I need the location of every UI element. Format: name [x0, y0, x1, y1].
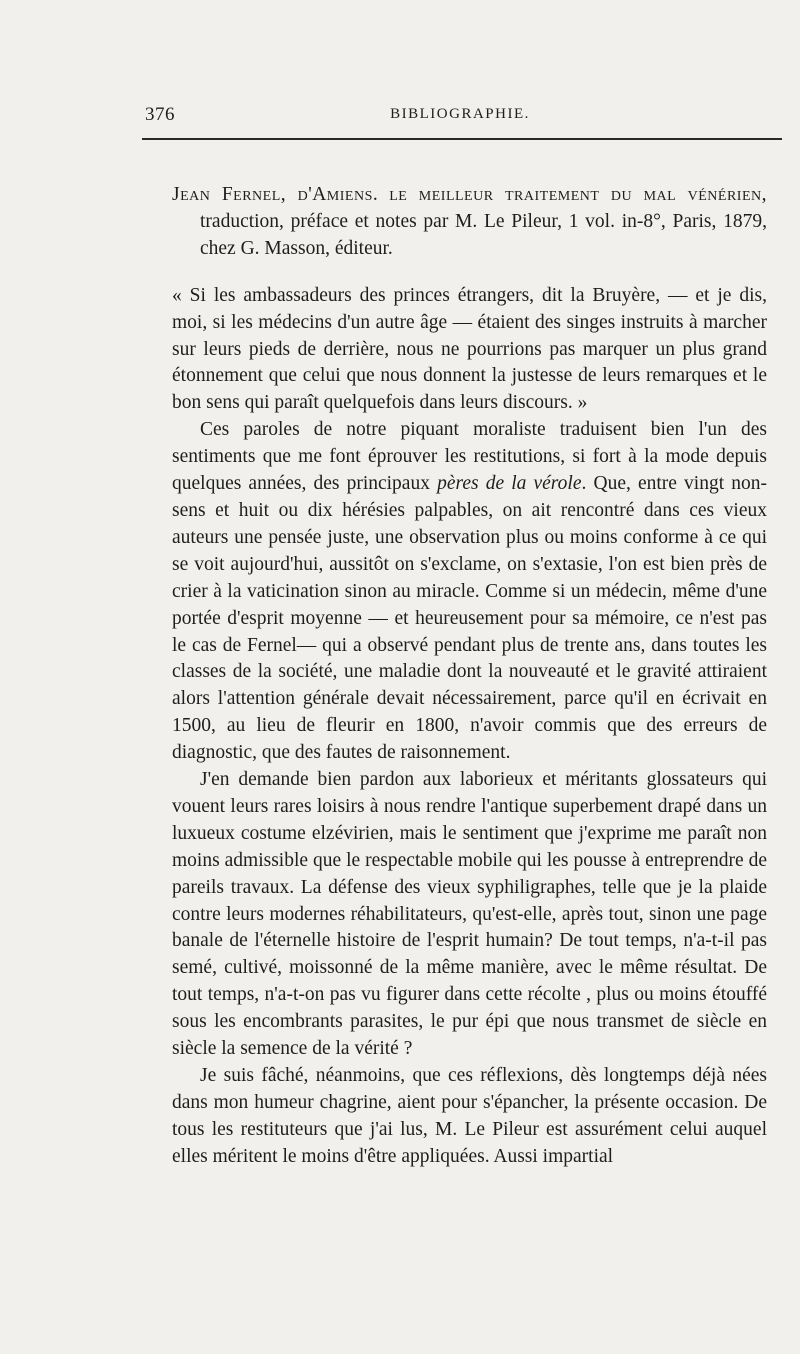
running-title: BIBLIOGRAPHIE. — [390, 106, 530, 122]
entry-details: traduction, préface et notes par M. Le Pileur, 1 vol. in-8°, Paris, 1879, chez G. Masson, éditeur. — [200, 210, 767, 259]
paragraph-2-after: . Que, entre vingt non-sens et huit ou dix hérésies palpables, on ait rencontré dans ces vieux auteurs une pensée juste, une observation plus ou moins conforme à ce qui se voit aujourd'hui, aussitôt on s'exclame, on s'extasie, l'on est bien près de crier à la vaticination sinon au miracle. Comme si un médecin, même d'une portée d'esprit moyenne — et heureusement pour sa mémoire, ce n'est pas le cas de Fernel— qui a observé pendant plus de trente ans, dans toutes les classes de la société, une maladie dont la nouveauté et le gravité attiraient alors l'attention générale devait nécessairement, parce qu'il en écrivait en 1500, au lieu de fleurir en 1800, n'avoir commis que des erreurs de diagnostic, que des fautes de raisonnement. — [172, 473, 767, 764]
paragraph-2-italic: pères de la vérole — [437, 473, 582, 495]
paragraph-2-before: Ces paroles de notre piquant moraliste traduisent bien l'un des sentiments que me font éprouver les restitutions, si fort à la mode depuis quelques années, des principaux — [172, 419, 767, 495]
paragraph-4: Je suis fâché, néanmoins, que ces réflexions, dès longtemps déjà nées dans mon humeur chagrine, aient pour s'épancher, la présente occasion. De tous les restituteurs que j'ai lus, M. Le Pileur est assurément celui auquel elles méritent le moins d'être appliquées. Aussi impartial — [172, 1065, 767, 1167]
entry-title: le meilleur traitement du mal vénérien, — [389, 184, 768, 205]
page-body — [172, 182, 767, 1171]
paragraph-2 — [172, 417, 767, 767]
paragraph-3: J'en demande bien pardon aux laborieux et méritants glossateurs qui vouent leurs rares loisirs à nous rendre l'antique superbement drapé dans un luxueux costume elzévirien, mais le sentiment que j'exprime me paraît non moins admissible que le respectable mobile qui les pousse à entreprendre de pareils travaux. La défense des vieux syphiligraphes, telle que je la plaide contre leurs modernes réhabilitateurs, qu'est-elle, après tout, sinon une page banale de l'éternelle histoire de l'esprit humain? De tout temps, n'a-t-il pas semé, cultivé, moissonné de la même manière, avec le même résultat. De tout temps, n'a-t-on pas vu figurer dans cette récolte , plus ou moins étouffé sous les encombrants parasites, le pur épi que nous transmet de siècle en siècle la semence de la vérité ? — [172, 769, 767, 1060]
header-rule — [142, 138, 782, 140]
page-number: 376 — [145, 104, 175, 125]
bibliography-entry — [172, 182, 767, 263]
paragraph-quote: « Si les ambassadeurs des princes étrangers, dit la Bruyère, — et je dis, moi, si les médecins d'un autre âge — étaient des singes instruits à marcher sur leurs pieds de derrière, nous ne pourrions pas marquer un plus grand étonnement que celui que nous donnent la justesse de leurs remarques et le bon sens qui paraît quelquefois dans leurs discours. » — [172, 284, 767, 414]
entry-author: Jean Fernel, d'Amiens. — [172, 184, 379, 205]
page-header — [145, 100, 775, 130]
